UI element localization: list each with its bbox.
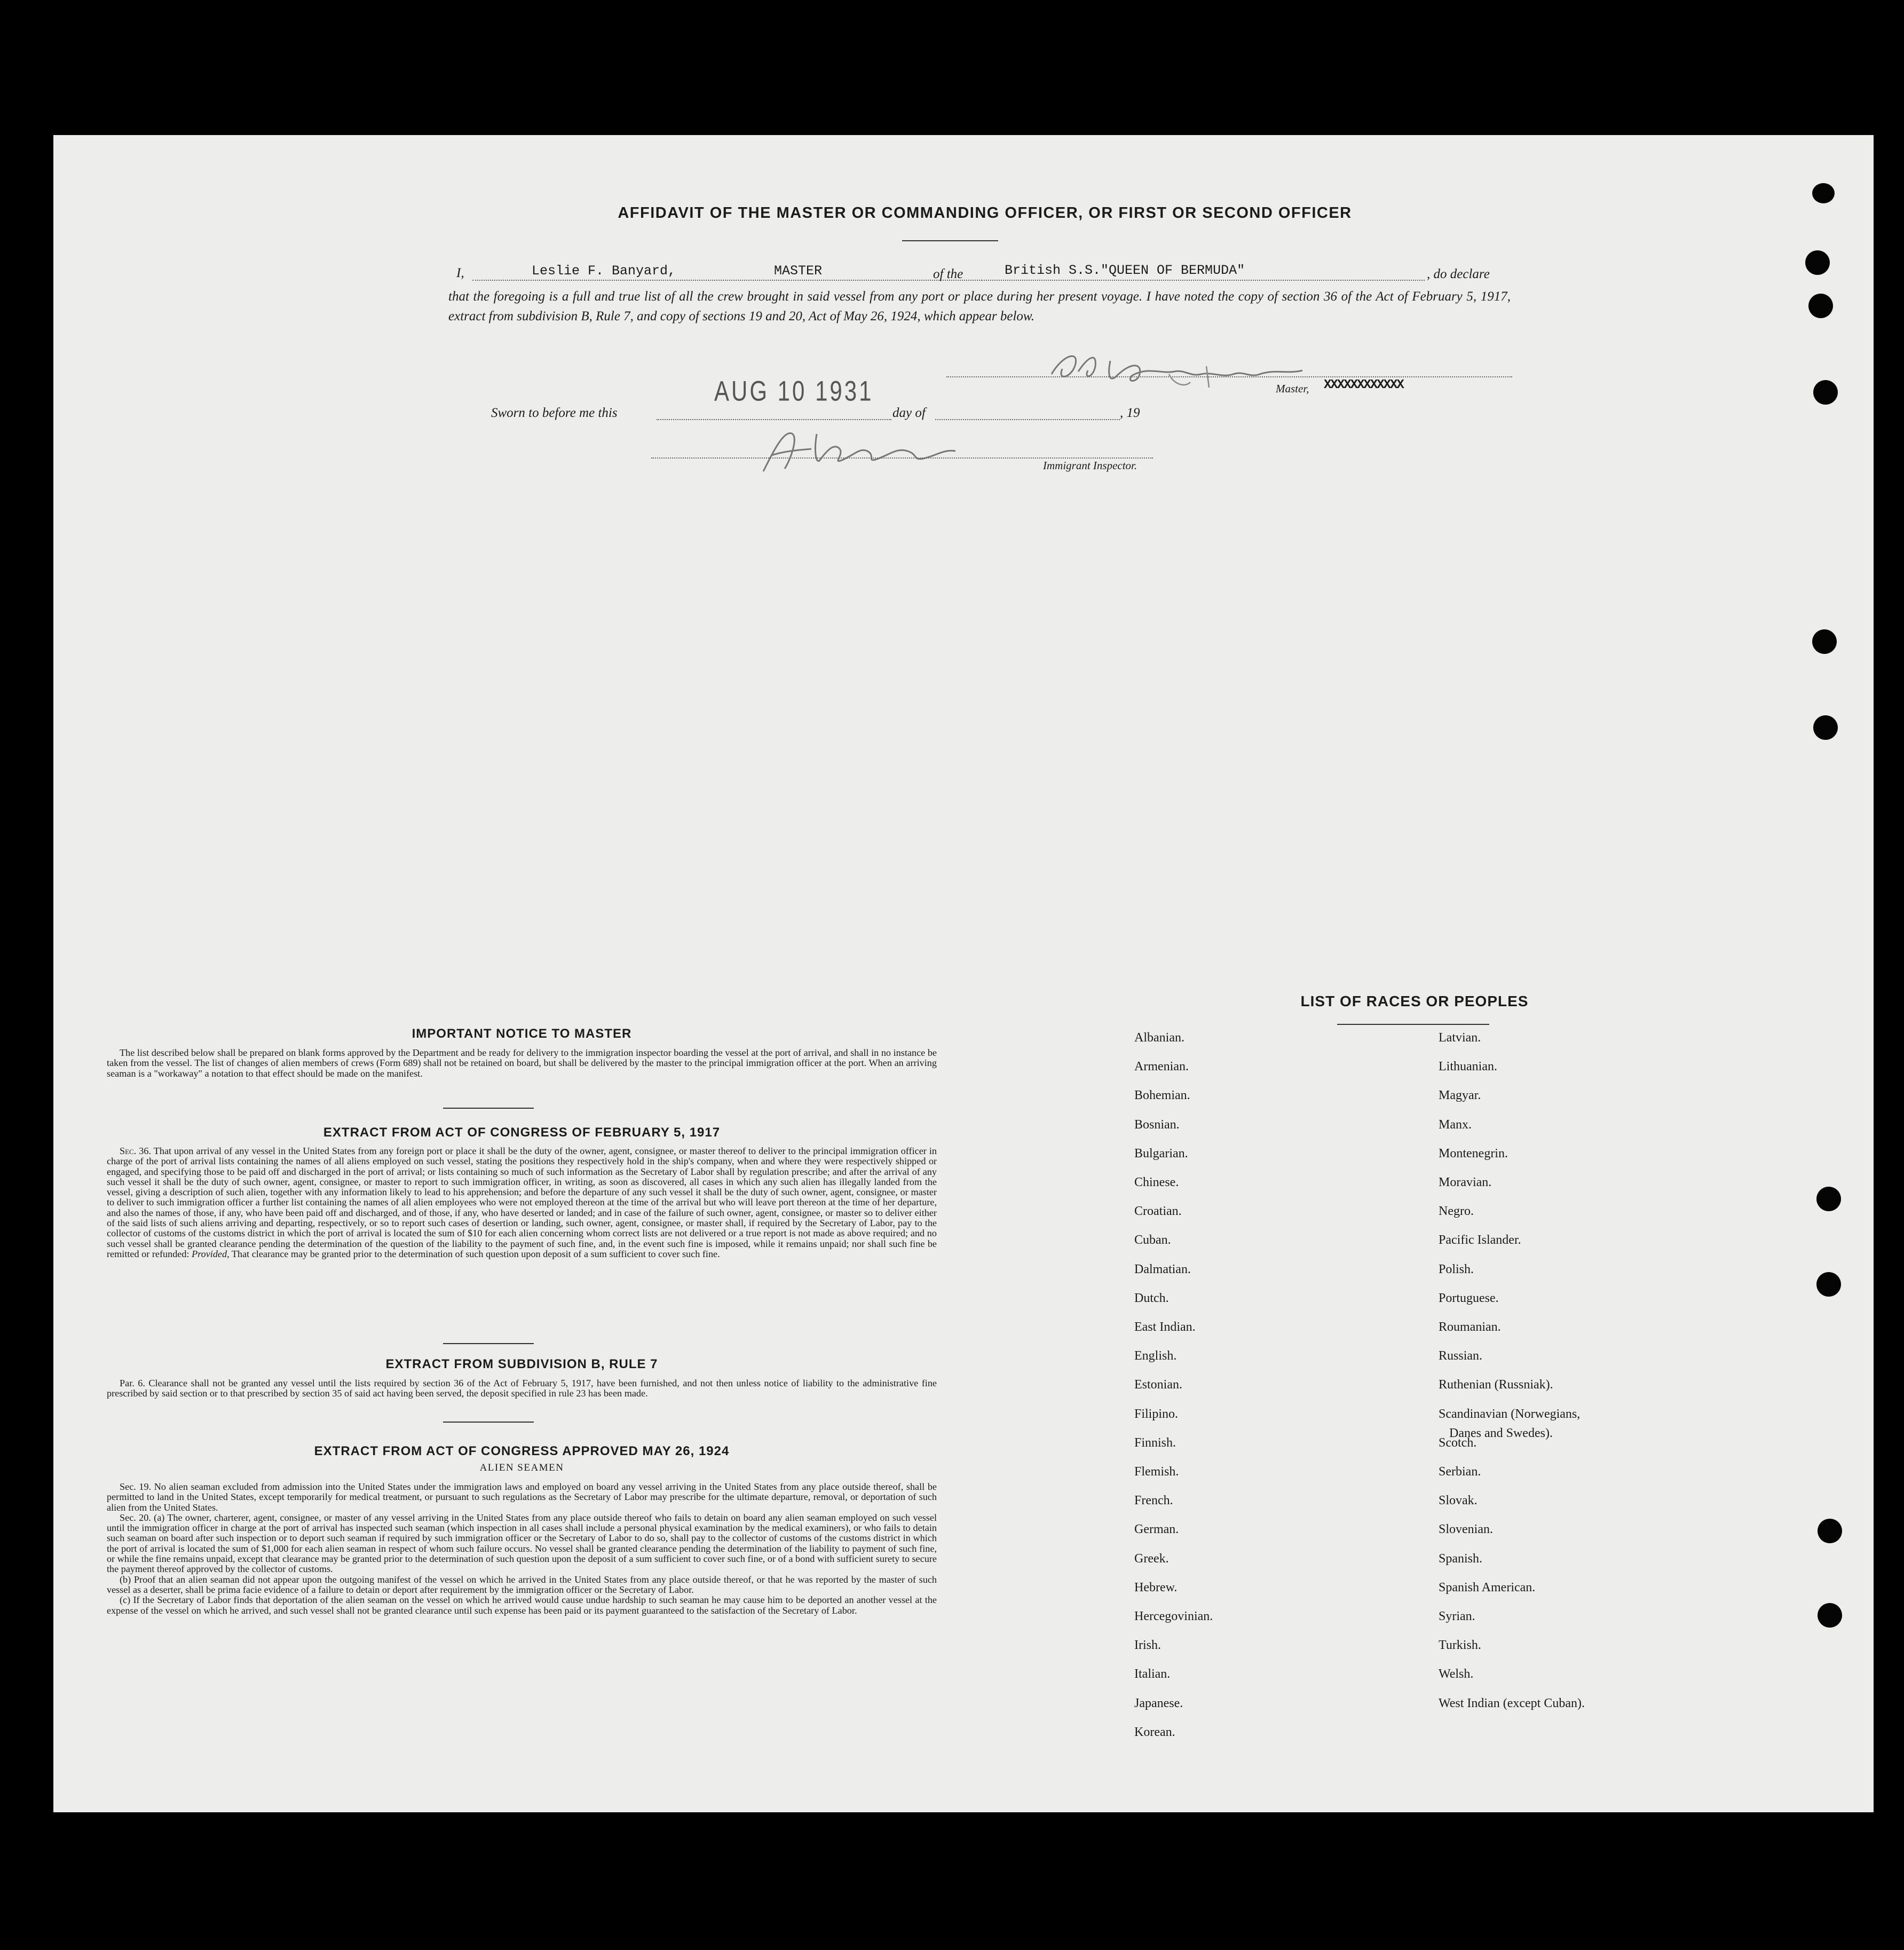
race-item: Serbian. — [1439, 1465, 1481, 1479]
race-item: Bosnian. — [1134, 1117, 1180, 1132]
race-item: Russian. — [1439, 1349, 1483, 1363]
race-item: French. — [1134, 1494, 1173, 1508]
vessel-name[interactable]: British S.S."QUEEN OF BERMUDA" — [1005, 263, 1245, 278]
race-item: Flemish. — [1134, 1465, 1179, 1479]
alien-seamen-subtitle: ALIEN SEAMEN — [479, 1462, 564, 1473]
race-item: Croatian. — [1134, 1204, 1182, 1219]
race-item: Italian. — [1134, 1667, 1171, 1681]
race-item: Bohemian. — [1134, 1088, 1190, 1103]
race-item: English. — [1134, 1349, 1177, 1363]
rule7-text: Par. 6. Clearance shall not be granted any vessel until the lists required by section 36 of the Act of February 5, 1917, have been furnished, and not then unless notice of liability to the administrative fine prescribed by said section or to that prescribed by section 35 of said act having been served, the deposit specified in rule 23 has been made. — [107, 1378, 937, 1399]
punch-hole — [1818, 1519, 1842, 1543]
document-page — [53, 135, 1874, 1812]
do-declare-label: , do declare — [1427, 267, 1490, 281]
race-item: Hebrew. — [1134, 1580, 1178, 1594]
race-item: Japanese. — [1134, 1696, 1183, 1710]
extract-1924-text: Sec. 19. No alien seaman excluded from admission into the United States under the immigration laws and employed on board any vessel arriving in the United States from any place outside thereof, shall be permitted to land in the United States, except temporarily for medical treatment, or pursuant to such regulations as the Secretary of Labor may prescribe for the ultimate departure, removal, or deportation of such alien from the United States. Sec. 20. (a) The owner, charterer, agent, consignee, or master of any vessel arriving in the United States from any place outside thereof who fails to detain on board any alien seaman employed on such vessel until the immigration officer in charge at the port of arrival has inspected such seaman (which inspection in all cases shall include a personal physical examination by the medical examiners), or who fails to detain such seaman on board after such inspection or to deport such seaman if required by such immigration officer or the Secretary of Labor to do so, shall pay to the collector of customs of the customs district in which the port of arrival is located the sum of $1,000 for each alien seaman in respect of whom such failure occurs. No vessel shall be granted clearance pending the determination of the liability to payment of such fine, or while the fine remains unpaid, except that clearance may be granted prior to the determination of such question upon the deposit of a sum sufficient to cover such fine, or of a bond with sufficient surety to secure the payment thereof approved by the collector of customs. (b) Proof that an alien seaman did not appear upon the outgoing manifest of the vessel on which he arrived in the United States from any place outside thereof, or that he was reported by the master of such vessel as a deserter, shall be prima facie evidence of a failure to detain or deport after requirement by the immigration officer or the Secretary of Labor. (c) If the Secretary of Labor finds that deportation of the alien seaman on the vessel on which he arrived would cause undue hardship to such seaman he may cause him to be deported an another vessel at the expense of the vessel on which he arrived, and such vessel shall not be granted clearance until such expense has been paid or its payment guaranteed to the satisfaction of the Secretary of Labor. — [107, 1481, 937, 1616]
punch-hole — [1818, 1603, 1842, 1628]
race-item: Dalmatian. — [1134, 1262, 1191, 1276]
race-item: West Indian (except Cuban). — [1439, 1696, 1585, 1710]
title-rule — [902, 240, 998, 241]
race-item: Montenegrin. — [1439, 1146, 1508, 1160]
race-item: Chinese. — [1134, 1175, 1179, 1189]
extract-1917-text: Sec. 36. That upon arrival of any vessel in the United States from any foreign port or place it shall be the duty of the owner, agent, consignee, or master thereof to deliver to the principal immigration officer in charge of the port of arrival lists containing the names of all aliens employed on such vessel, stating the positions they respectively hold in the ship's company, when and where they were respectively shipped or engaged, and specifying those to be paid off and discharged in the port of arrival; or lists containing so much of such information as the Secretary of Labor shall by regulation prescribe; and after the arrival of any such vessel it shall be the duty of such owner, agent, consignee, or master to report to such immigration officer, in writing, as soon as discovered, all cases in which any such alien has illegally landed from the vessel, giving a description of such alien, together with any information likely to lead to his apprehension; and before the departure of any such vessel it shall be the duty of such owner, agent, consignee, or master to deliver to such immigration officer a further list containing the names of all alien employees who were not employed thereon at the time of the arrival but who will leave port thereon at the time of her departure, and also the names of those, if any, who have been paid off and discharged, and of those, if any, who have deserted or landed; and in case of the failure of such owner, agent, consignee, or master so to deliver either of the said lists of such aliens arriving and departing, respectively, or so to report such cases of desertion or landing, such owner, agent, consignee, or master shall, if required by the Secretary of Labor, pay to the collector of customs of the customs district in which the port of arrival is located the sum of $10 for each alien concerning whom correct lists are not delivered or a true report is not made as above required; and no such vessel shall be granted clearance pending the determination of the question of the liability to the payment of such fine, and, in the event such fine is imposed, while it remains unpaid; nor shall such fine be remitted or refunded: Provided, That clearance may be granted prior to the determination of such question upon deposit of a sum sufficient to cover such fine. — [107, 1146, 937, 1259]
rule7-title: EXTRACT FROM SUBDIVISION B, RULE 7 — [385, 1357, 658, 1371]
punch-hole — [1816, 1187, 1841, 1211]
year-prefix: , 19 — [1120, 406, 1140, 420]
punch-hole — [1808, 294, 1833, 318]
race-item: East Indian. — [1134, 1320, 1196, 1334]
race-item: Portuguese. — [1439, 1291, 1499, 1305]
race-item: Estonian. — [1134, 1378, 1182, 1392]
race-item: Irish. — [1134, 1638, 1161, 1653]
race-item: Slovak. — [1439, 1494, 1478, 1508]
race-item: Korean. — [1134, 1725, 1175, 1739]
punch-hole — [1813, 715, 1838, 740]
race-item: Finnish. — [1134, 1435, 1176, 1450]
races-title: LIST OF RACES OR PEOPLES — [1300, 993, 1529, 1009]
race-item: Lithuanian. — [1439, 1060, 1497, 1074]
race-item: Filipino. — [1134, 1407, 1179, 1421]
i-label: I, — [456, 266, 464, 280]
race-item: Dutch. — [1134, 1291, 1169, 1305]
affidavit-statement: that the foregoing is a full and true list of all the crew brought in said vessel from any port or place during her present voyage. I have noted the copy of section 36 of the Act of February 5, 1917, extract from subdivision B, Rule 7, and copy of sections 19 and 20, Act of May 26, 1924, which appear below. — [448, 289, 1511, 323]
of-the-label: of the — [933, 267, 963, 281]
race-item: Turkish. — [1439, 1638, 1481, 1653]
date-stamp: AUG 10 1931 — [714, 375, 874, 407]
master-caption: Master, — [1276, 382, 1309, 395]
race-item: Magyar. — [1439, 1088, 1481, 1103]
race-item: Pacific Islander. — [1439, 1233, 1521, 1248]
race-item: Greek. — [1134, 1551, 1169, 1566]
affidavit-title: AFFIDAVIT OF THE MASTER OR COMMANDING OFFICER, OR FIRST OR SECOND OFFICER — [618, 204, 1352, 222]
master-rank[interactable]: MASTER — [774, 263, 823, 279]
inspector-caption: Immigrant Inspector. — [1043, 459, 1137, 472]
extract-1924-title: EXTRACT FROM ACT OF CONGRESS APPROVED MAY 26, 1924 — [314, 1444, 730, 1458]
race-item: Syrian. — [1439, 1609, 1475, 1623]
extract-1917-title: EXTRACT FROM ACT OF CONGRESS OF FEBRUARY 5, 1917 — [323, 1125, 721, 1140]
race-item: Cuban. — [1134, 1233, 1171, 1248]
race-item: Armenian. — [1134, 1060, 1189, 1074]
notice-title: IMPORTANT NOTICE TO MASTER — [412, 1027, 632, 1041]
race-item: Danes and Swedes). — [1449, 1426, 1553, 1440]
race-item: Moravian. — [1439, 1175, 1492, 1189]
race-item: Manx. — [1439, 1117, 1472, 1132]
sworn-label: Sworn to before me this — [491, 406, 618, 420]
race-item: Bulgarian. — [1134, 1146, 1188, 1160]
race-item: Welsh. — [1439, 1667, 1474, 1681]
notice-text: The list described below shall be prepared on blank forms approved by the Department and be ready for delivery to the immigration inspector boarding the vessel at the port of arrival, and shall in no instance be taken from the vessel. The list of changes of alien members of crews (Form 689) shall not be retained on board, but shall be delivered by the master to the principal immigration officer at the port. When an arriving seaman is a "workaway" a notation to that effect should be made on the manifest. — [107, 1047, 937, 1079]
punch-hole — [1812, 183, 1835, 203]
punch-hole — [1812, 629, 1837, 654]
race-item: Negro. — [1439, 1204, 1474, 1219]
race-item: Slovenian. — [1439, 1522, 1493, 1537]
race-item: German. — [1134, 1522, 1179, 1537]
punch-hole — [1805, 250, 1830, 275]
master-name[interactable]: Leslie F. Banyard, — [532, 263, 676, 279]
race-item: Ruthenian (Russniak). — [1439, 1378, 1553, 1392]
punch-hole — [1816, 1272, 1841, 1297]
race-item: Albanian. — [1134, 1031, 1184, 1045]
race-item: Spanish. — [1439, 1551, 1483, 1566]
punch-hole — [1813, 380, 1838, 405]
race-item: Hercegovinian. — [1134, 1609, 1213, 1623]
struck-out-titles: XXXXXXXXXXXX — [1324, 378, 1403, 392]
day-of-label: day of — [892, 406, 926, 420]
race-item: Roumanian. — [1439, 1320, 1501, 1334]
race-item: Polish. — [1439, 1262, 1474, 1276]
race-item: Scandinavian (Norwegians, — [1439, 1407, 1581, 1421]
inspector-signature-icon — [753, 418, 982, 477]
race-item: Latvian. — [1439, 1031, 1481, 1045]
race-item: Spanish American. — [1439, 1580, 1536, 1594]
race-item: Scotch. — [1439, 1435, 1477, 1450]
